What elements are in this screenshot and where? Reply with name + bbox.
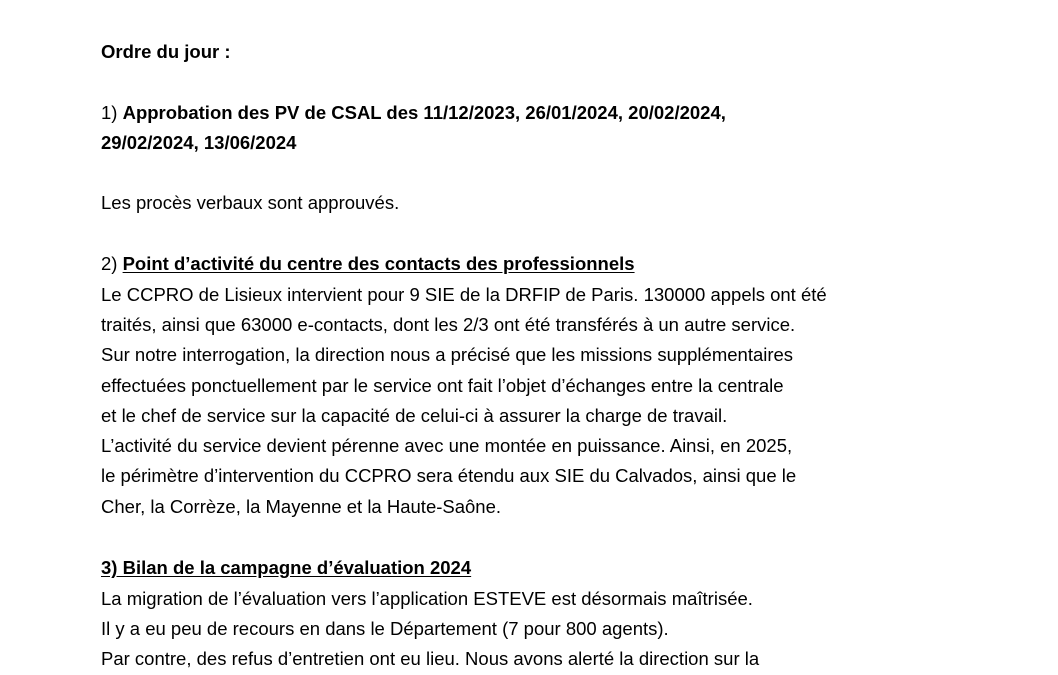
section1-body: Les procès verbaux sont approuvés. <box>101 192 400 213</box>
section3-paragraph-line: Il y a eu peu de recours en dans le Département (7 pour 800 agents). <box>101 618 669 639</box>
section2-heading <box>101 252 1018 276</box>
section3-paragraph-line: Par contre, des refus d’entretien ont eu lieu. Nous avons alerté la direction sur la <box>101 648 760 669</box>
section3-title: 3) Bilan de la campagne d’évaluation 2024 <box>101 557 472 578</box>
section1-heading-line1 <box>101 101 1018 125</box>
section2-paragraph-line: effectuées ponctuellement par le service ont fait l’objet d’échanges entre la centrale <box>101 375 784 396</box>
section1-number: 1) <box>101 102 123 123</box>
section2-paragraph-line: et le chef de service sur la capacité de celui-ci à assurer la charge de travail. <box>101 405 728 426</box>
section1-title-part1: Approbation des PV de CSAL des 11/12/2023, 26/01/2024, 20/02/2024, <box>122 102 726 123</box>
section2-paragraph-line: Cher, la Corrèze, la Mayenne et la Haute-Saône. <box>101 496 502 517</box>
section3-paragraph-line: La migration de l’évaluation vers l’application ESTEVE est désormais maîtrisée. <box>101 588 753 609</box>
section2-paragraph-line: L’activité du service devient pérenne avec une montée en puissance. Ainsi, en 2025, <box>101 435 793 456</box>
section2-paragraph-line: traités, ainsi que 63000 e-contacts, dont les 2/3 ont été transférés à un autre service. <box>101 314 796 335</box>
section1-title-part2: 29/02/2024, 13/06/2024 <box>101 132 297 153</box>
section2-paragraph-line: le périmètre d’intervention du CCPRO sera étendu aux SIE du Calvados, ainsi que le <box>101 465 797 486</box>
section2-number: 2) <box>101 253 123 274</box>
agenda-heading: Ordre du jour : <box>101 41 231 62</box>
section2-paragraph-line: Le CCPRO de Lisieux intervient pour 9 SIE de la DRFIP de Paris. 130000 appels ont été <box>101 284 827 305</box>
section2-title: Point d’activité du centre des contacts des professionnels <box>122 253 635 274</box>
section2-paragraph-line: Sur notre interrogation, la direction nous a précisé que les missions supplémentaires <box>101 344 794 365</box>
